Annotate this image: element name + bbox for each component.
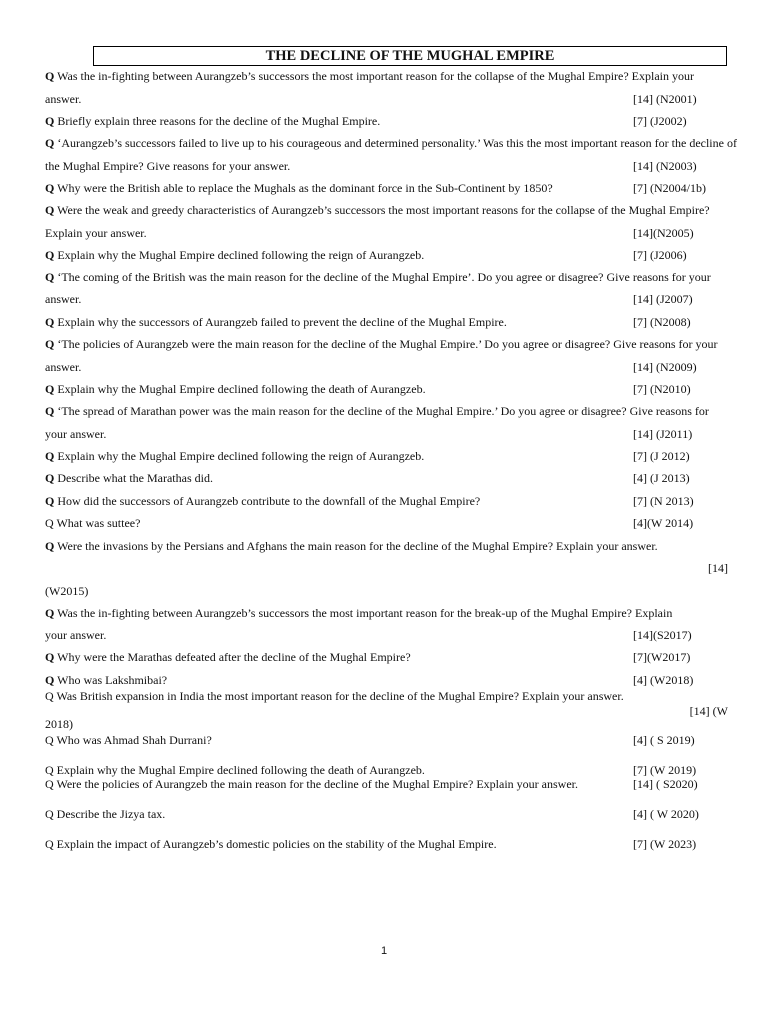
question-line-continued (45, 427, 730, 441)
question-line (45, 136, 737, 150)
question-line (45, 449, 730, 463)
question-marks: [14] (708, 561, 728, 575)
question-line (45, 837, 730, 851)
question-session-line (45, 584, 730, 598)
question-marks: [14](S2017) (633, 628, 692, 642)
question-marker: Q (45, 114, 55, 128)
question-session: (W2015) (45, 584, 89, 598)
question-text-continued: answer. (45, 92, 82, 106)
question-marks: [4] (J 2013) (633, 471, 690, 485)
question-line (45, 471, 730, 485)
question-marker: Q (45, 248, 55, 262)
question-line (45, 181, 730, 195)
question-marker: Q (45, 270, 55, 284)
question-text: Who was Ahmad Shah Durrani? (56, 733, 212, 747)
question-line (45, 203, 730, 217)
question-line (45, 516, 730, 530)
question-marker: Q (45, 807, 54, 821)
question-text: Describe what the Marathas did. (57, 471, 213, 485)
question-marks: [14](N2005) (633, 226, 694, 240)
question-text: Why were the Marathas defeated after the decline of the Mughal Empire? (57, 650, 411, 664)
question-text: Was the in-fighting between Aurangzeb’s successors the most important reason for the break-up of the Mughal Empire? Explain (57, 606, 673, 620)
question-text: ‘The spread of Marathan power was the main reason for the decline of the Mughal Empire.’ Do you agree or disagree? Give reasons for (57, 404, 709, 418)
question-line (45, 404, 730, 418)
question-marker: Q (45, 337, 55, 351)
question-marks: [7] (J 2012) (633, 449, 690, 463)
question-line (45, 114, 730, 128)
question-line (45, 807, 730, 821)
question-line (45, 689, 730, 703)
question-text: Who was Lakshmibai? (57, 673, 168, 687)
question-text: Describe the Jizya tax. (56, 807, 166, 821)
question-marker: Q (45, 733, 54, 747)
question-line (45, 650, 730, 664)
question-marker: Q (45, 539, 55, 553)
question-line-continued (45, 360, 730, 374)
question-marks: [14] (N2009) (633, 360, 697, 374)
question-marker: Q (45, 777, 54, 791)
question-session: 2018) (45, 717, 73, 731)
question-marker: Q (45, 837, 54, 851)
question-marker: Q (45, 69, 55, 83)
question-marks: [14] (J2007) (633, 292, 693, 306)
question-text: Explain why the Mughal Empire declined following the death of Aurangzeb. (56, 763, 425, 777)
question-text: Was the in-fighting between Aurangzeb’s successors the most important reason for the collapse of the Mughal Empire? Explain your (57, 69, 695, 83)
question-line-continued (45, 226, 730, 240)
question-line (45, 494, 730, 508)
question-text: Explain why the Mughal Empire declined following the death of Aurangzeb. (57, 382, 426, 396)
question-line (45, 777, 730, 791)
question-marks: [7] (N2010) (633, 382, 691, 396)
question-marker: Q (45, 203, 55, 217)
question-marks: [7] (N 2013) (633, 494, 694, 508)
question-text-continued: answer. (45, 360, 82, 374)
question-text: ‘Aurangzeb’s successors failed to live up to his courageous and determined personality.’ Was this the most important reason for the decline of (57, 136, 737, 150)
page-number: 1 (380, 945, 388, 957)
question-marks: [4] ( W 2020) (633, 807, 699, 821)
question-marks: [7] (N2004/1b) (633, 181, 706, 195)
question-text-continued: your answer. (45, 628, 107, 642)
question-marker: Q (45, 516, 54, 530)
question-marker: Q (45, 763, 54, 777)
question-marks: [14] (N2003) (633, 159, 697, 173)
question-marks: [7] (N2008) (633, 315, 691, 329)
question-text: Explain the impact of Aurangzeb’s domestic policies on the stability of the Mughal Empire. (56, 837, 497, 851)
question-session-line (45, 717, 730, 731)
question-text: Explain why the successors of Aurangzeb failed to prevent the decline of the Mughal Empire. (57, 315, 507, 329)
question-marks: [14] (J2011) (633, 427, 693, 441)
question-line (45, 539, 730, 553)
question-marks: [14] (N2001) (633, 92, 697, 106)
question-marker: Q (45, 650, 55, 664)
question-marks: [4] ( S 2019) (633, 733, 695, 747)
question-marker: Q (45, 449, 55, 463)
question-marker: Q (45, 382, 55, 396)
question-text: Why were the British able to replace the Mughals as the dominant force in the Sub-Continent by 1850? (57, 181, 553, 195)
document-title: THE DECLINE OF THE MUGHAL EMPIRE (93, 46, 727, 66)
question-line-continued (45, 292, 730, 306)
question-text: Explain why the Mughal Empire declined following the reign of Aurangzeb. (57, 449, 425, 463)
question-line (45, 606, 730, 620)
question-text: What was suttee? (56, 516, 141, 530)
question-line-continued (45, 159, 730, 173)
question-text-continued: Explain your answer. (45, 226, 147, 240)
question-marker: Q (45, 181, 55, 195)
question-marker: Q (45, 494, 55, 508)
question-text: Were the weak and greedy characteristics of Aurangzeb’s successors the most important reasons for the collapse of the Mughal Empire? (57, 203, 710, 217)
question-text: ‘The policies of Aurangzeb were the main reason for the decline of the Mughal Empire.’ Do you agree or disagree? Give reasons for your (57, 337, 718, 351)
question-marker: Q (45, 136, 55, 150)
question-line (45, 673, 730, 687)
question-marks: [7] (W 2023) (633, 837, 697, 851)
question-line (45, 763, 730, 777)
question-text: How did the successors of Aurangzeb contribute to the downfall of the Mughal Empire? (57, 494, 481, 508)
question-marks: [14] ( S2020) (633, 777, 698, 791)
question-marks: [4](W 2014) (633, 516, 694, 530)
question-text-continued: answer. (45, 292, 82, 306)
question-marks: [7] (J2002) (633, 114, 687, 128)
question-marks: [7] (J2006) (633, 248, 687, 262)
question-marks: [4] (W2018) (633, 673, 694, 687)
question-marks: [7] (W 2019) (633, 763, 697, 777)
question-text: Was British expansion in India the most important reason for the decline of the Mughal Empire? Explain your answer. (56, 689, 624, 703)
question-text: Were the invasions by the Persians and Afghans the main reason for the decline of the Mughal Empire? Explain your answer. (57, 539, 658, 553)
question-line (45, 337, 730, 351)
question-line (45, 69, 730, 83)
question-marker: Q (45, 315, 55, 329)
question-text-continued: your answer. (45, 427, 107, 441)
question-marker: Q (45, 471, 55, 485)
question-marker: Q (45, 606, 55, 620)
question-text: ‘The coming of the British was the main reason for the decline of the Mughal Empire’. Do you agree or disagree? Give reasons for your (57, 270, 711, 284)
question-text: Explain why the Mughal Empire declined following the reign of Aurangzeb. (57, 248, 425, 262)
question-line (45, 248, 730, 262)
question-line-continued (45, 628, 730, 642)
question-text: Were the policies of Aurangzeb the main reason for the decline of the Mughal Empire? Explain your answer. (56, 777, 578, 791)
question-line (45, 382, 730, 396)
question-marker: Q (45, 404, 55, 418)
question-marks: [14] (W (689, 704, 728, 718)
question-line (45, 733, 730, 747)
question-marker: Q (45, 689, 54, 703)
question-marker: Q (45, 673, 55, 687)
question-line-continued (45, 92, 730, 106)
question-line (45, 315, 730, 329)
question-marks: [7](W2017) (633, 650, 691, 664)
question-line (45, 270, 730, 284)
question-text-continued: the Mughal Empire? Give reasons for your answer. (45, 159, 291, 173)
question-text: Briefly explain three reasons for the decline of the Mughal Empire. (57, 114, 381, 128)
